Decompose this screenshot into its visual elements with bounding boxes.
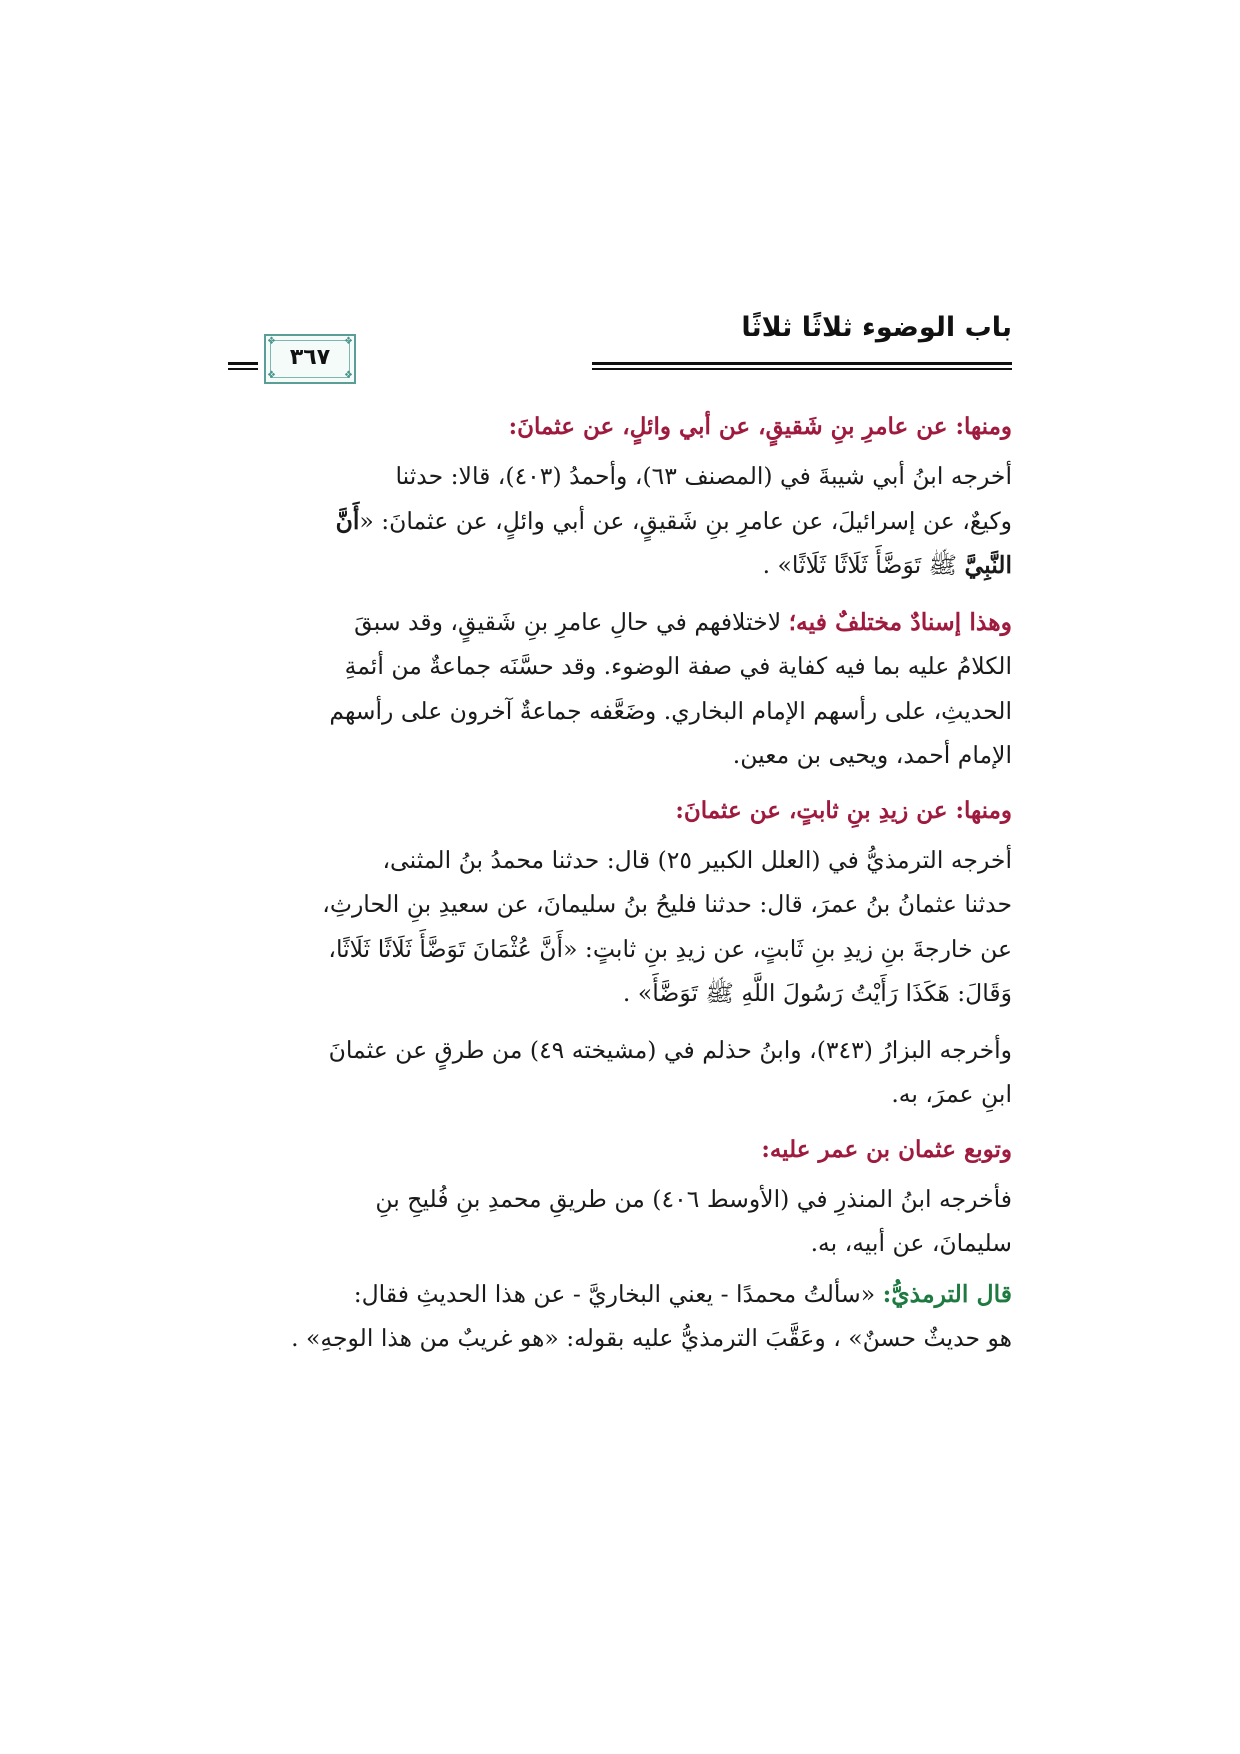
- text-line: وكيعٌ، عن إسرائيلَ، عن عامرِ بنِ شَقيقٍ، عن أبي وائلٍ، عن عثمانَ: «أَنَّ: [335, 506, 1012, 535]
- hadith-text: النَّبِيَّ: [964, 551, 1012, 579]
- page-body: [228, 400, 1012, 1367]
- section-heading-2: ومنها: عن زيدِ بنِ ثابتٍ، عن عثمانَ:: [675, 796, 1012, 824]
- paragraph-5: [228, 1177, 1012, 1266]
- hadith-text: أَنَّ: [335, 506, 360, 535]
- paragraph-6: [228, 1272, 1012, 1361]
- text-line: حدثنا عثمانُ بنُ عمرَ، قال: حدثنا فليحُ بنُ سليمانَ، عن سعيدِ بنِ الحارثِ،: [322, 890, 1012, 918]
- paragraph-1: [228, 454, 1012, 588]
- text-line: الحديثِ، على رأسهم الإمام البخاري. وضَعَّفه جماعةٌ آخرون على رأسهم: [329, 696, 1012, 725]
- page-number-badge: [264, 334, 356, 384]
- text-line: النَّبِيَّ ﷺ تَوَضَّأَ ثَلَاثًا ثَلَاثًا» .: [762, 551, 1012, 579]
- corner-ornament-icon: ❖: [344, 336, 353, 347]
- running-title: باب الوضوء ثلاثًا ثلاثًا: [741, 312, 1012, 343]
- lead-phrase: قال الترمذيُّ:: [882, 1279, 1012, 1308]
- text-line: فأخرجه ابنُ المنذرِ في (الأوسط ٤٠٦) من طريقِ محمدِ بنِ فُليحِ بنِ: [375, 1184, 1012, 1213]
- section-heading-3: وتوبع عثمان بن عمر عليه:: [761, 1135, 1012, 1163]
- page-header: [228, 312, 1012, 386]
- page-number: ٣٦٧: [289, 345, 331, 370]
- corner-ornament-icon: ❖: [267, 370, 276, 381]
- paragraph-2: [228, 600, 1012, 778]
- corner-ornament-icon: ❖: [267, 336, 276, 347]
- header-rule-left: [228, 362, 258, 365]
- paragraph-4: [228, 1028, 1012, 1117]
- paragraph-3: [228, 838, 1012, 1016]
- header-rule-left-thin: [228, 368, 258, 370]
- text-line: وَقَالَ: هَكَذَا رَأَيْتُ رَسُولَ اللَّهِ ﷺ تَوَضَّأَ» .: [622, 979, 1012, 1007]
- text-line: سليمانَ، عن أبيه، به.: [810, 1229, 1012, 1257]
- header-rule-right-thin: [592, 368, 1012, 370]
- section-heading-1: ومنها: عن عامرِ بنِ شَقيقٍ، عن أبي وائلٍ، عن عثمانَ:: [508, 413, 1012, 440]
- corner-ornament-icon: ❖: [344, 370, 353, 381]
- text-line: عن خارجةَ بنِ زيدِ بنِ ثَابتٍ، عن زيدِ بنِ ثابتٍ: «أَنَّ عُثْمَانَ تَوَضَّأَ ثَلَاثًا ثَلَاثًا،: [328, 934, 1012, 963]
- lead-phrase: وهذا إسنادٌ مختلفٌ فيه؛: [788, 607, 1012, 636]
- text-line: الكلامُ عليه بما فيه كفاية في صفة الوضوء. وقد حسَّنَه جماعةٌ من أئمةِ: [344, 652, 1012, 680]
- text-line: وأخرجه البزارُ (٣٤٣)، وابنُ حذلم في (مشيخته ٤٩) من طرقٍ عن عثمانَ: [328, 1035, 1012, 1064]
- text-line: الإمام أحمد، ويحيى بن معين.: [732, 741, 1012, 769]
- text-line: وهذا إسنادٌ مختلفٌ فيه؛ لاختلافهم في حالِ عامرِ بنِ شَقيقٍ، وقد سبقَ: [354, 607, 1012, 636]
- text-line: أخرجه ابنُ أبي شيبةَ في (المصنف ٦٣)، وأحمدُ (٤٠٣)، قالا: حدثنا: [395, 462, 1012, 490]
- header-rule-right: [592, 362, 1012, 365]
- text-line: أخرجه الترمذيُّ في (العلل الكبير ٢٥) قال: حدثنا محمدُ بنُ المثنى،: [382, 845, 1012, 874]
- text-line: قال الترمذيُّ: «سألتُ محمدًا - يعني البخاريَّ - عن هذا الحديثِ فقال:: [353, 1279, 1012, 1308]
- text-line: هو حديثٌ حسنٌ» ، وعَقَّبَ الترمذيُّ عليه بقوله: «هو غريبٌ من هذا الوجهِ» .: [291, 1324, 1012, 1352]
- text-line: ابنِ عمرَ، به.: [891, 1080, 1012, 1108]
